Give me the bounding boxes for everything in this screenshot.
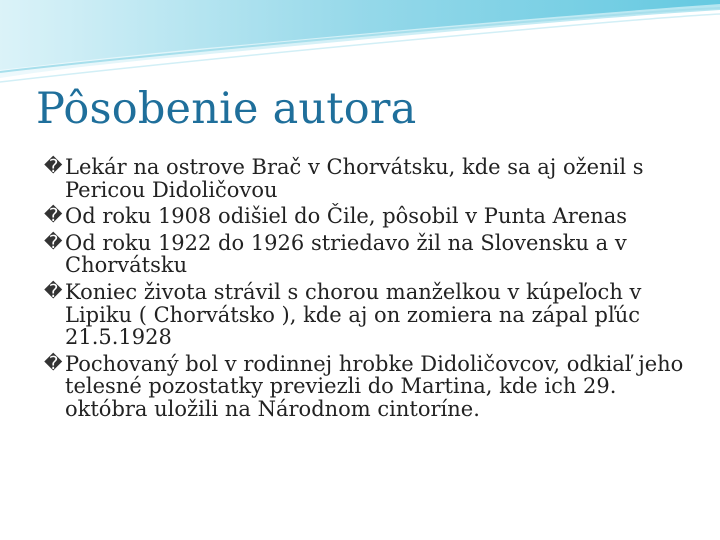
bullet-list [44,156,694,425]
bullet-item [44,232,694,277]
bullet-marker-icon: � [44,156,63,177]
bullet-marker-icon: � [44,352,63,374]
bullet-marker-icon: � [44,231,63,253]
slide-title: Pôsobenie autora [36,84,417,134]
bullet-text: Od roku 1922 do 1926 striedavo žil na Slovensku a v Chorvátsku [65,230,627,278]
bullet-item [44,281,694,349]
bullet-text: Pochovaný bol v rodinnej hrobke Didoličovcov, odkiaľ jeho telesné pozostatky previezli do Martina, kde ich 29. októbra uložili na Národnom cintoríne. [65,351,684,421]
bullet-item [44,156,694,201]
bullet-marker-icon: � [44,280,63,302]
bullet-text: Koniec života strávil s chorou manželkou v kúpeľoch v Lipiku ( Chorvátsko ), kde aj on zomiera na zápal pľúc 21.5.1928 [65,279,642,350]
bullet-item [44,205,694,228]
bullet-text: Lekár na ostrove Brač v Chorvátsku, kde sa aj oženil s Pericou Didoličovou [65,155,644,202]
bullet-text: Od roku 1908 odišiel do Čile, pôsobil v Punta Arenas [65,204,628,229]
bullet-marker-icon: � [44,205,63,227]
bullet-item [44,353,694,421]
